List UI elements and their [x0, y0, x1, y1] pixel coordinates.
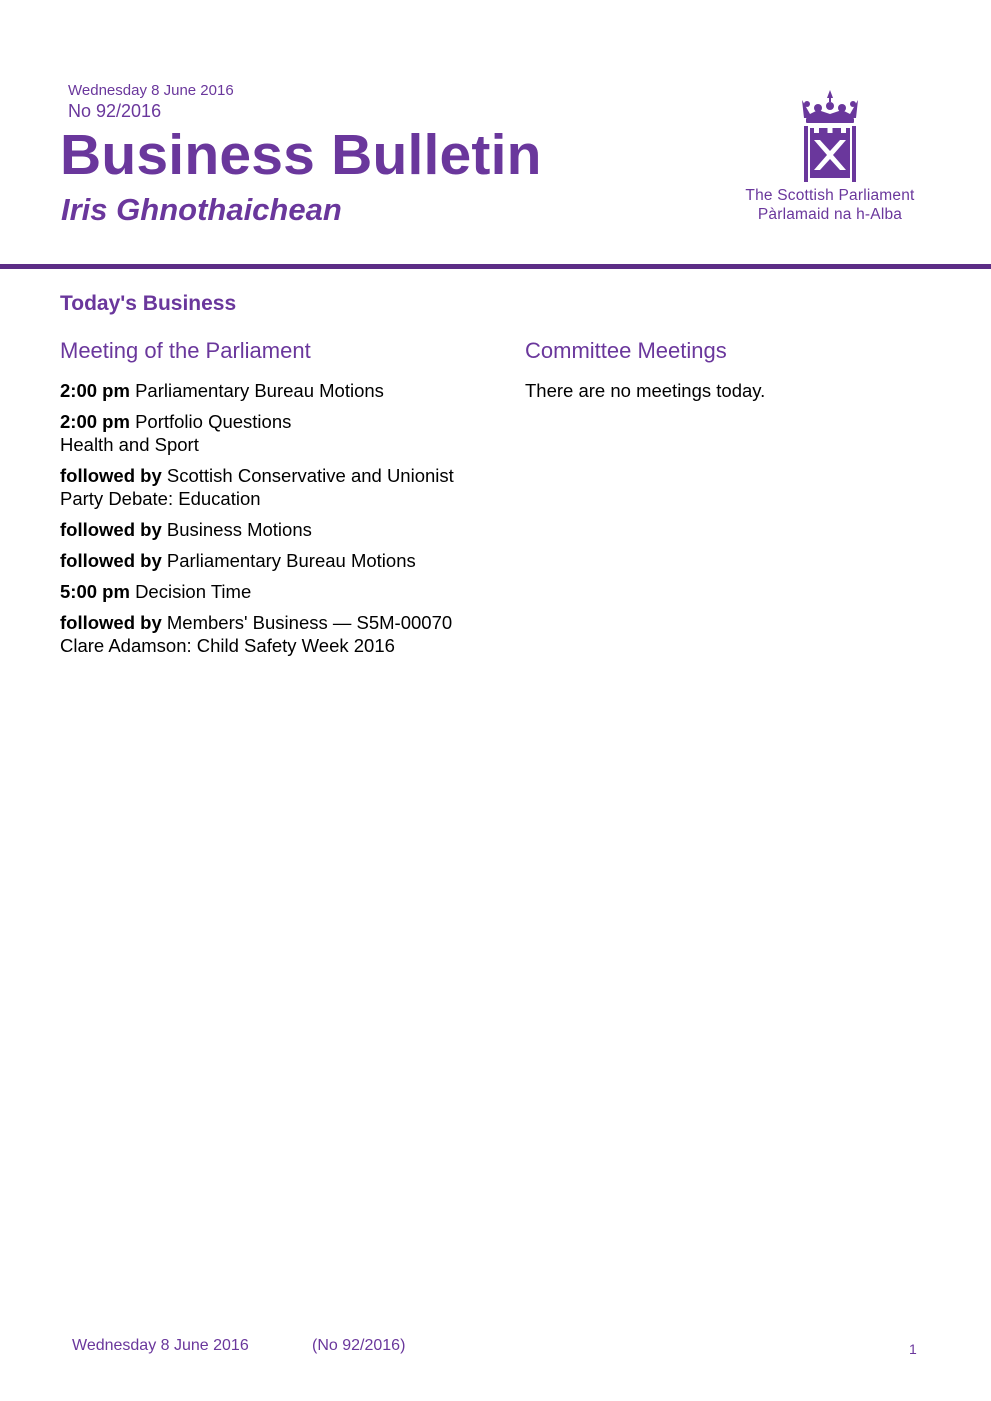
- committee-meetings-heading: Committee Meetings: [525, 338, 727, 363]
- agenda-item-time: followed by: [60, 550, 162, 571]
- section-title: Today's Business: [60, 292, 237, 315]
- page-number: 1: [909, 1341, 917, 1357]
- header-issue-number: No 92/2016: [68, 101, 162, 121]
- agenda-item-text: Business Motions: [166, 519, 312, 540]
- page-subtitle: Iris Ghnothaichean: [61, 192, 342, 227]
- meeting-of-parliament-column: [60, 338, 460, 665]
- agenda-item-text: Decision Time: [135, 581, 252, 602]
- header-divider: [0, 264, 991, 269]
- meeting-of-parliament-heading: Meeting of the Parliament: [60, 338, 311, 363]
- agenda-item-subtext: Health and Sport: [60, 434, 199, 455]
- agenda-item-text: Members' Business — S5M-00070 Clare Adamson: Child Safety Week 2016: [60, 612, 453, 656]
- agenda-item-time: followed by: [60, 612, 162, 633]
- agenda-item: [60, 379, 460, 402]
- logo-text-gaelic: Pàrlamaid na h-Alba: [757, 206, 903, 223]
- footer-issue-number: (No 92/2016): [312, 1337, 406, 1354]
- page-title: Business Bulletin: [60, 123, 542, 187]
- agenda-item-text: Portfolio Questions: [135, 411, 292, 432]
- logo-text-english: The Scottish Parliament: [745, 187, 915, 204]
- header-date: Wednesday 8 June 2016: [68, 82, 234, 99]
- agenda-item-text: Parliamentary Bureau Motions: [166, 550, 416, 571]
- agenda-item-time: 2:00 pm: [60, 411, 130, 432]
- agenda-item: [60, 549, 460, 572]
- agenda-item: [60, 518, 460, 541]
- agenda-item: [60, 580, 460, 603]
- committee-meetings-text: There are no meetings today.: [525, 380, 766, 401]
- footer-date: Wednesday 8 June 2016: [72, 1337, 249, 1354]
- agenda-item: [60, 611, 460, 657]
- agenda-item: [60, 464, 460, 510]
- agenda-item-text: Scottish Conservative and Unionist Party Debate: Education: [60, 465, 454, 509]
- committee-meetings-column: [525, 338, 925, 410]
- agenda-item: [60, 410, 460, 456]
- scottish-parliament-logo: [740, 88, 920, 224]
- agenda-item-text: Parliamentary Bureau Motions: [135, 380, 384, 401]
- scottish-parliament-crest-icon: [798, 88, 862, 186]
- agenda-item-time: 5:00 pm: [60, 581, 130, 602]
- agenda-item-time: followed by: [60, 465, 162, 486]
- agenda-item-time: 2:00 pm: [60, 380, 130, 401]
- agenda-item-time: followed by: [60, 519, 162, 540]
